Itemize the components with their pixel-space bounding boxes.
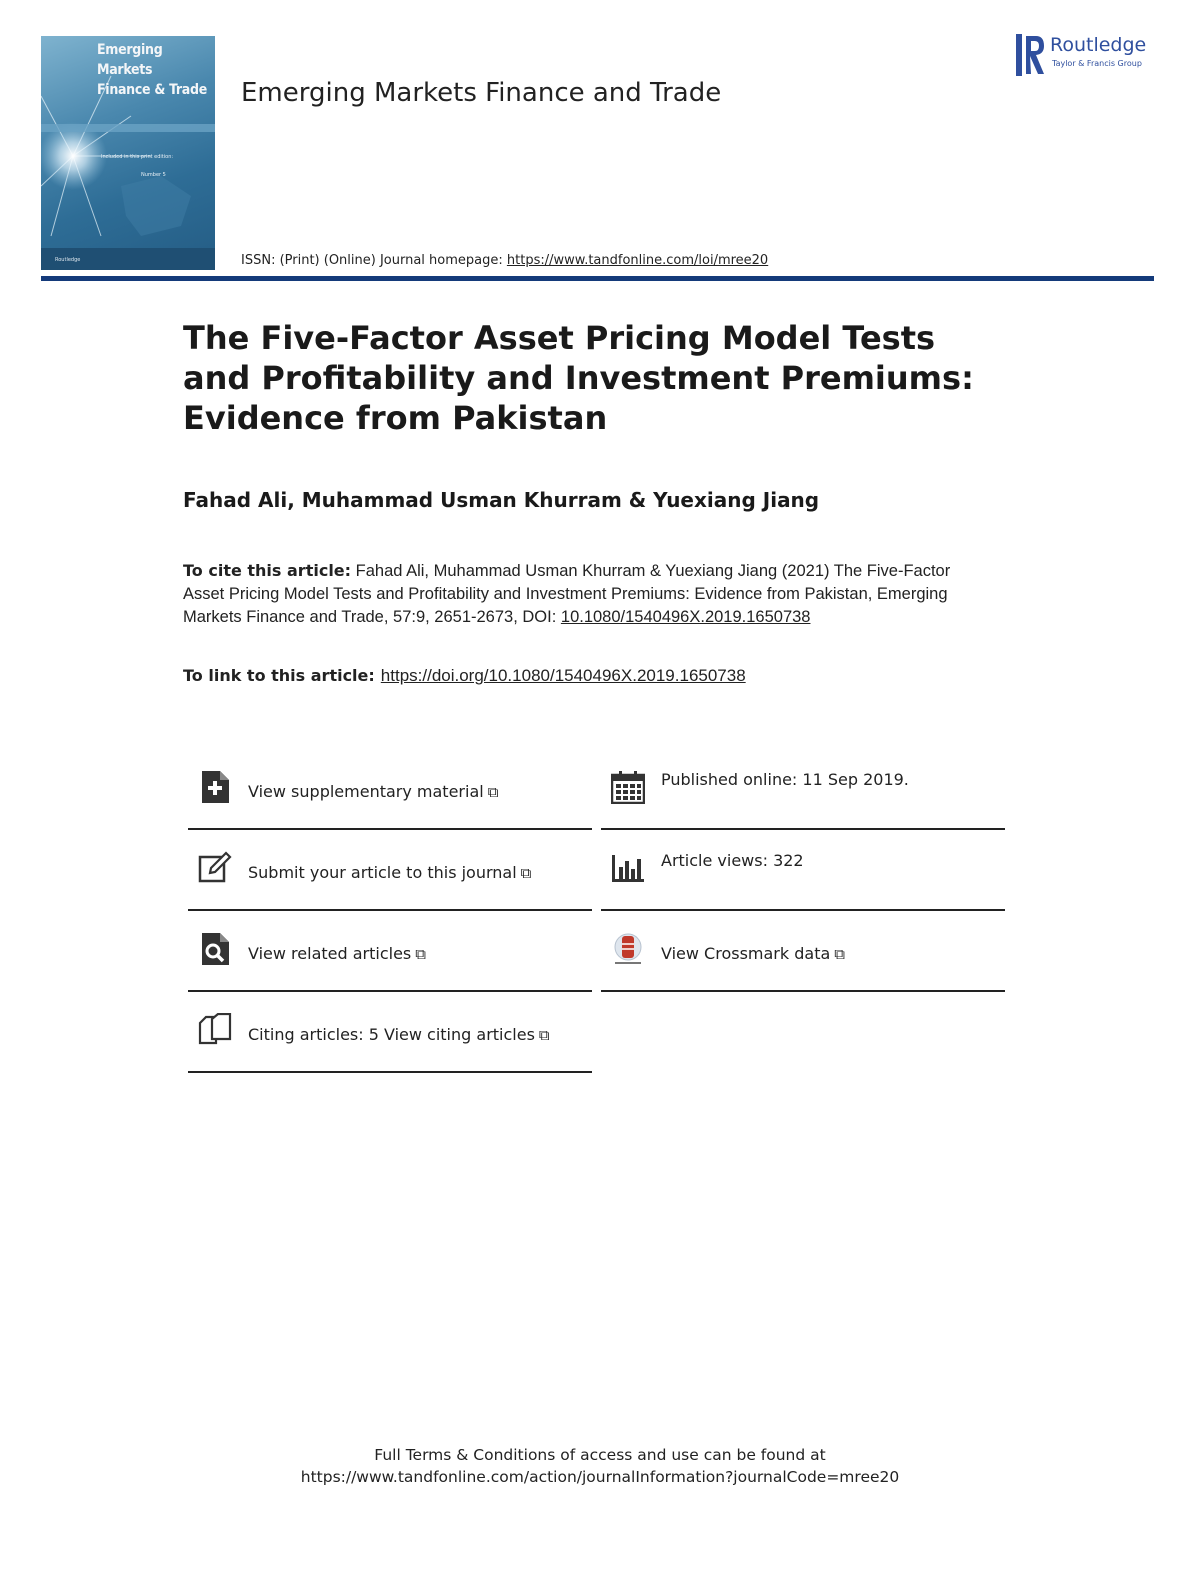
article-views-box	[601, 829, 1005, 911]
article-title: The Five-Factor Asset Pricing Model Tests and Profitability and Investment Premiums: Evidence from Pakistan	[183, 319, 974, 437]
calendar-icon	[611, 770, 645, 804]
link-label: To link to this article:	[183, 666, 375, 685]
cite-text: Fahad Ali, Muhammad Usman Khurram & Yuexiang Jiang (2021) The Five-Factor Asset Pricing Model Tests and Profitability and Investment Premiums: Evidence from Pakistan, Emerging Markets Finance and Trade, 57:9, 2651-2673, DOI:	[183, 562, 951, 626]
cover-publisher: Routledge	[55, 257, 81, 263]
cover-band	[41, 124, 215, 132]
published-online-text: Published online: 11 Sep 2019.	[661, 770, 909, 789]
header-rule	[41, 276, 1154, 281]
citing-articles-link[interactable]: Citing articles: 5 View citing articles ⧉	[248, 1025, 550, 1044]
external-link-icon: ⧉	[538, 1026, 550, 1044]
footer-terms-link[interactable]: https://www.tandfonline.com/action/journalInformation?journalCode=mree20	[300, 1468, 900, 1486]
copy-documents-icon	[198, 1013, 232, 1047]
published-online-box	[601, 748, 1005, 830]
citing-articles-box[interactable]	[188, 991, 592, 1073]
file-plus-icon	[198, 770, 232, 804]
crossmark-icon	[611, 932, 645, 966]
crossmark-link[interactable]: View Crossmark data ⧉	[661, 944, 845, 963]
cover-footer	[41, 248, 215, 270]
external-link-icon: ⧉	[487, 783, 499, 801]
search-document-icon	[198, 932, 232, 966]
article-views-text: Article views: 322	[661, 851, 804, 870]
cover-title: Emerging Markets Finance & Trade	[97, 42, 207, 98]
cite-doi-link[interactable]: 10.1080/1540496X.2019.1650738	[560, 608, 811, 626]
cite-label: To cite this article:	[183, 561, 352, 580]
edit-icon	[198, 851, 232, 885]
supplementary-material-box[interactable]	[188, 748, 592, 830]
supplementary-link[interactable]: View supplementary material ⧉	[248, 782, 499, 801]
article-link-line	[183, 666, 746, 686]
journal-homepage-link[interactable]: https://www.tandfonline.com/loi/mree20	[506, 253, 769, 268]
footer	[0, 1444, 1200, 1488]
external-link-icon: ⧉	[834, 945, 845, 963]
routledge-r-icon	[1016, 34, 1046, 76]
external-link-icon: ⧉	[520, 864, 532, 882]
footer-terms-text: Full Terms & Conditions of access and use can be found at	[374, 1446, 826, 1464]
citation-block	[183, 559, 963, 629]
cover-inner-number: Number 5	[141, 172, 166, 178]
routledge-logo	[1016, 34, 1156, 76]
journal-name: Emerging Markets Finance and Trade	[241, 78, 722, 108]
related-articles-link[interactable]: View related articles ⧉	[248, 944, 426, 963]
crossmark-box[interactable]	[601, 910, 1005, 992]
issn-prefix: ISSN: (Print) (Online) Journal homepage:	[241, 253, 507, 268]
logo-name: Routledge	[1050, 34, 1147, 56]
cover-inner-text: Included in this print edition:	[101, 154, 174, 160]
article-authors: Fahad Ali, Muhammad Usman Khurram & Yuexiang Jiang	[183, 488, 820, 512]
issn-line	[241, 253, 768, 268]
related-articles-box[interactable]	[188, 910, 592, 992]
journal-cover	[41, 36, 215, 270]
bar-chart-icon	[611, 851, 645, 885]
article-doi-link[interactable]: https://doi.org/10.1080/1540496X.2019.1650738	[380, 666, 746, 685]
logo-subtitle: Taylor & Francis Group	[1052, 59, 1142, 68]
submit-article-box[interactable]	[188, 829, 592, 911]
external-link-icon: ⧉	[415, 945, 426, 963]
submit-link[interactable]: Submit your article to this journal ⧉	[248, 863, 532, 882]
